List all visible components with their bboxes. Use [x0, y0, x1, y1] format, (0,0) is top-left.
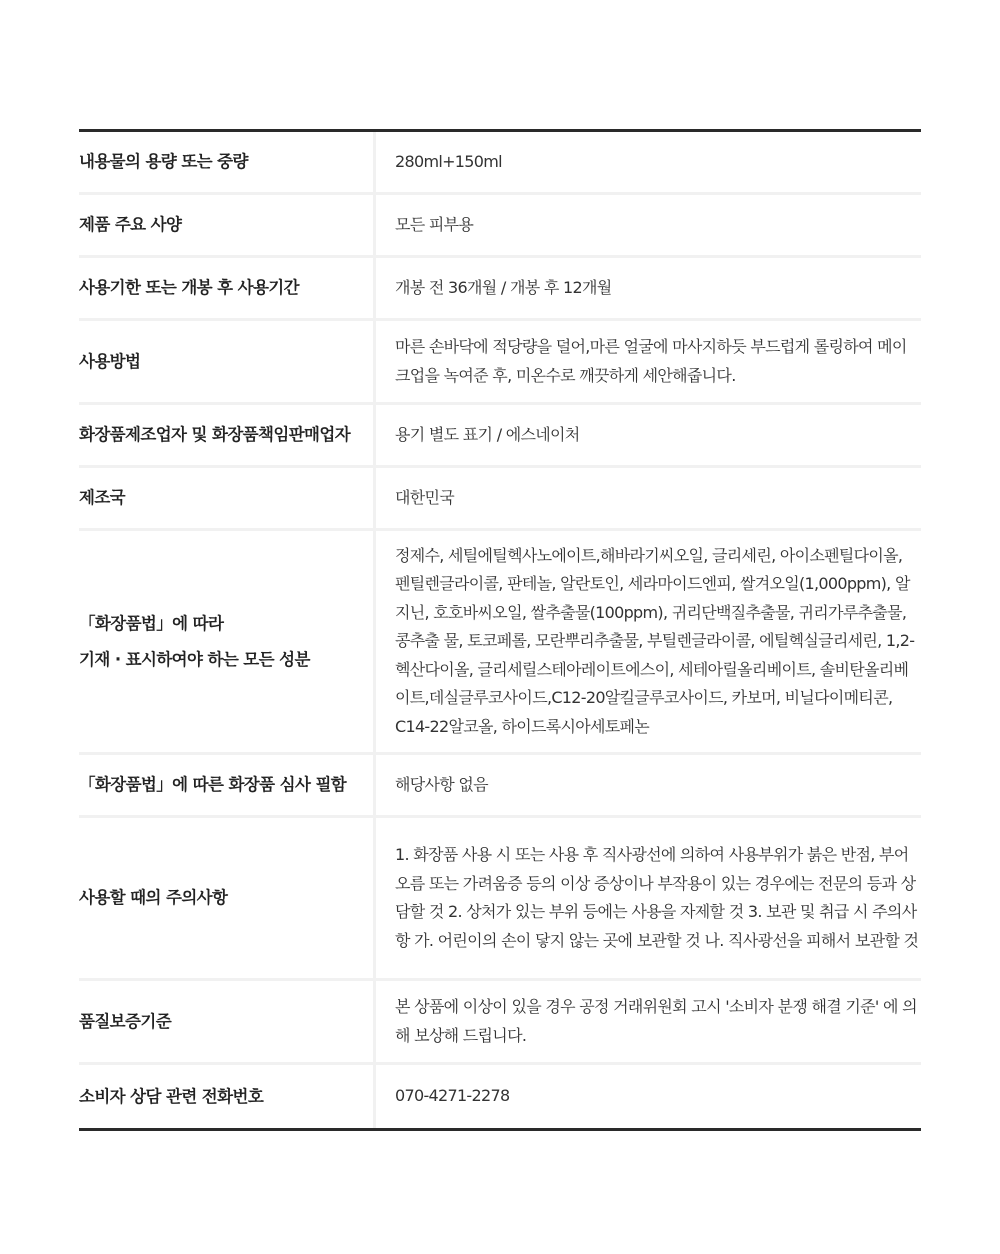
row-value-text: 대한민국 — [395, 487, 455, 507]
row-value-text: 용기 별도 표기 / 에스네이처 — [395, 424, 580, 444]
row-value — [373, 195, 921, 255]
product-info-table — [79, 129, 921, 1131]
table-row-volume — [79, 132, 921, 195]
row-label-text: 「화장품법」에 따른 화장품 심사 필함 — [79, 775, 347, 794]
row-value — [373, 531, 921, 752]
row-value — [373, 755, 921, 815]
row-label — [79, 818, 373, 978]
row-value-text: 마른 손바닥에 적당량을 덜어,마른 얼굴에 마사지하듯 부드럽게 롤링하여 메이크업을 녹여준 후, 미온수로 깨끗하게 세안해줍니다. — [395, 337, 907, 385]
row-label-text: 소비자 상담 관련 전화번호 — [79, 1086, 264, 1106]
row-label-text: 「화장품법」에 따라 — [79, 613, 224, 633]
row-value-text: 정제수, 세틸에틸헥사노에이트,해바라기씨오일, 글리세린, 아이소펜틸다이올, 펜틸렌글라이콜, 판테놀, 알란토인, 세라마이드엔피, 쌀겨오일(1,000ppm), 알지닌, 호호바씨오일, 쌀추출물(100ppm), 귀리단백질추출물, 귀리가루추출물, 콩추출 물, 토코페롤, 모란뿌리추출물, 부틸렌글라이콜, 에틸헥실글리세린, 1,2-헥산다이올, 글리세릴스테아레이트에스이, 세테아릴올리베이트, 솔비탄올리베이트,데실글루코사이드,C12-20알킬글루코사이드, 카보머, 비닐다이메티콘, C14-22알코올, 하이드록시아세토페논 — [395, 545, 915, 736]
row-value — [373, 468, 921, 528]
row-label — [79, 755, 373, 815]
row-label — [79, 981, 373, 1062]
row-label — [79, 468, 373, 528]
table-row-warranty — [79, 981, 921, 1065]
row-label-text: 제품 주요 사양 — [79, 215, 182, 234]
row-value — [373, 258, 921, 318]
row-label — [79, 321, 373, 402]
row-label — [79, 132, 373, 192]
row-value-text: 해당사항 없음 — [395, 774, 488, 794]
table-row-country — [79, 468, 921, 531]
table-row-usage — [79, 321, 921, 405]
row-value-text: 개봉 전 36개월 / 개봉 후 12개월 — [395, 277, 612, 297]
row-label — [79, 1065, 373, 1128]
row-value — [373, 981, 921, 1062]
row-value-text: 본 상품에 이상이 있을 경우 공정 거래위원회 고시 '소비자 분쟁 해결 기준' 에 의해 보상해 드립니다. — [395, 997, 917, 1045]
row-label-text: 화장품제조업자 및 화장품책임판매업자 — [79, 425, 351, 444]
row-value — [373, 132, 921, 192]
row-label — [79, 405, 373, 465]
row-label-text: 사용기한 또는 개봉 후 사용기간 — [79, 278, 299, 297]
row-label-text: 내용물의 용량 또는 중량 — [79, 152, 248, 171]
table-row-review — [79, 755, 921, 818]
row-label-text: 사용방법 — [79, 351, 141, 371]
row-label-text: 기재 · 표시하여야 하는 모든 성분 — [79, 649, 310, 669]
table-row-spec — [79, 195, 921, 258]
table-row-manufacturer — [79, 405, 921, 468]
table-row-ingredients — [79, 531, 921, 755]
row-value — [373, 321, 921, 402]
row-value-text: 모든 피부용 — [395, 214, 474, 234]
row-label — [79, 195, 373, 255]
row-label-text: 품질보증기준 — [79, 1011, 172, 1031]
table-row-expiry — [79, 258, 921, 321]
row-value — [373, 1065, 921, 1128]
row-label-text: 사용할 때의 주의사항 — [79, 888, 228, 907]
table-row-phone — [79, 1065, 921, 1128]
row-value-text: 070-4271-2278 — [395, 1086, 510, 1106]
row-label-text: 제조국 — [79, 488, 126, 507]
row-label — [79, 531, 373, 752]
row-value-text: 1. 화장품 사용 시 또는 사용 후 직사광선에 의하여 사용부위가 붉은 반점, 부어오름 또는 가려움증 등의 이상 증상이나 부작용이 있는 경우에는 전문의 등과 상담할 것 2. 상처가 있는 부위 등에는 사용을 자제할 것 3. 보관 및 취급 시 주의사항 가. 어린이의 손이 닿지 않는 곳에 보관할 것 나. 직사광선을 피해서 보관할 것 — [395, 845, 919, 950]
row-label — [79, 258, 373, 318]
row-value — [373, 818, 921, 978]
row-value — [373, 405, 921, 465]
table-row-cautions — [79, 818, 921, 981]
row-value-text: 280ml+150ml — [395, 151, 502, 171]
